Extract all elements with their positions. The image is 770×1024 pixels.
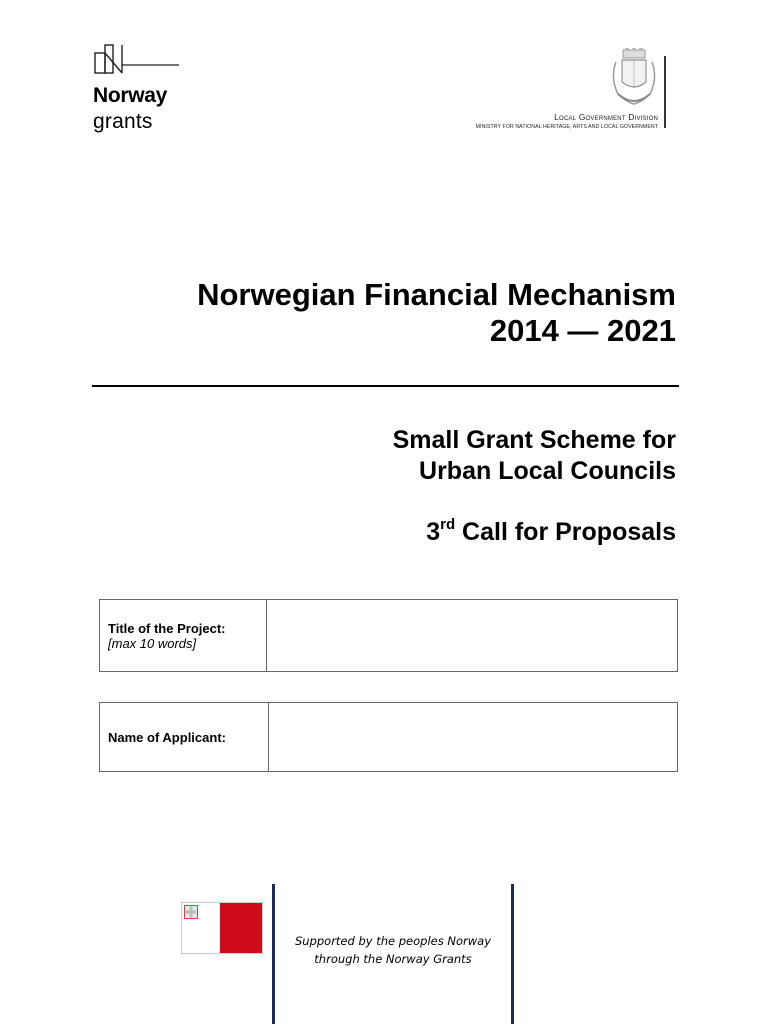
applicant-label-cell — [100, 703, 269, 771]
support-line1: Supported by the peoples Norway — [294, 934, 492, 948]
page-title-line1: Norwegian Financial Mechanism — [197, 277, 676, 312]
applicant-field[interactable] — [269, 703, 677, 771]
norway-grants-wordmark-bottom: grants — [93, 110, 153, 133]
scheme-title-line1: Small Grant Scheme for — [392, 426, 676, 454]
call-text: Call for Proposals — [455, 518, 676, 546]
malta-emblem-icon — [608, 48, 660, 108]
header-divider — [664, 56, 666, 128]
project-title-label: Title of the Project: — [108, 620, 226, 636]
malta-flag-icon — [181, 902, 263, 954]
page-title-line2: 2014 — 2021 — [489, 313, 676, 348]
applicant-label: Name of Applicant: — [108, 729, 226, 745]
george-cross-icon — [184, 905, 198, 919]
title-divider — [92, 385, 679, 387]
project-title-field[interactable] — [267, 600, 677, 671]
norway-grants-wordmark-top: Norway — [93, 84, 168, 107]
ministry-label: MINISTRY FOR NATIONAL HERITAGE, ARTS AND LOCAL GOVERNMENT — [475, 124, 658, 130]
local-government-division-label: Local Government Division — [554, 112, 658, 122]
project-title-box — [99, 599, 678, 672]
footer-divider-right — [511, 884, 514, 1024]
call-number: 3 — [426, 518, 441, 546]
support-line2: through the Norway Grants — [314, 952, 472, 966]
applicant-box — [99, 702, 678, 772]
scheme-title-line2: Urban Local Councils — [419, 457, 676, 485]
project-title-hint: [max 10 words] — [108, 635, 197, 651]
project-title-label-cell — [100, 600, 267, 671]
call-ordinal-suffix: rd — [440, 516, 456, 533]
call-for-proposals-heading — [426, 518, 676, 547]
support-statement — [275, 932, 511, 968]
